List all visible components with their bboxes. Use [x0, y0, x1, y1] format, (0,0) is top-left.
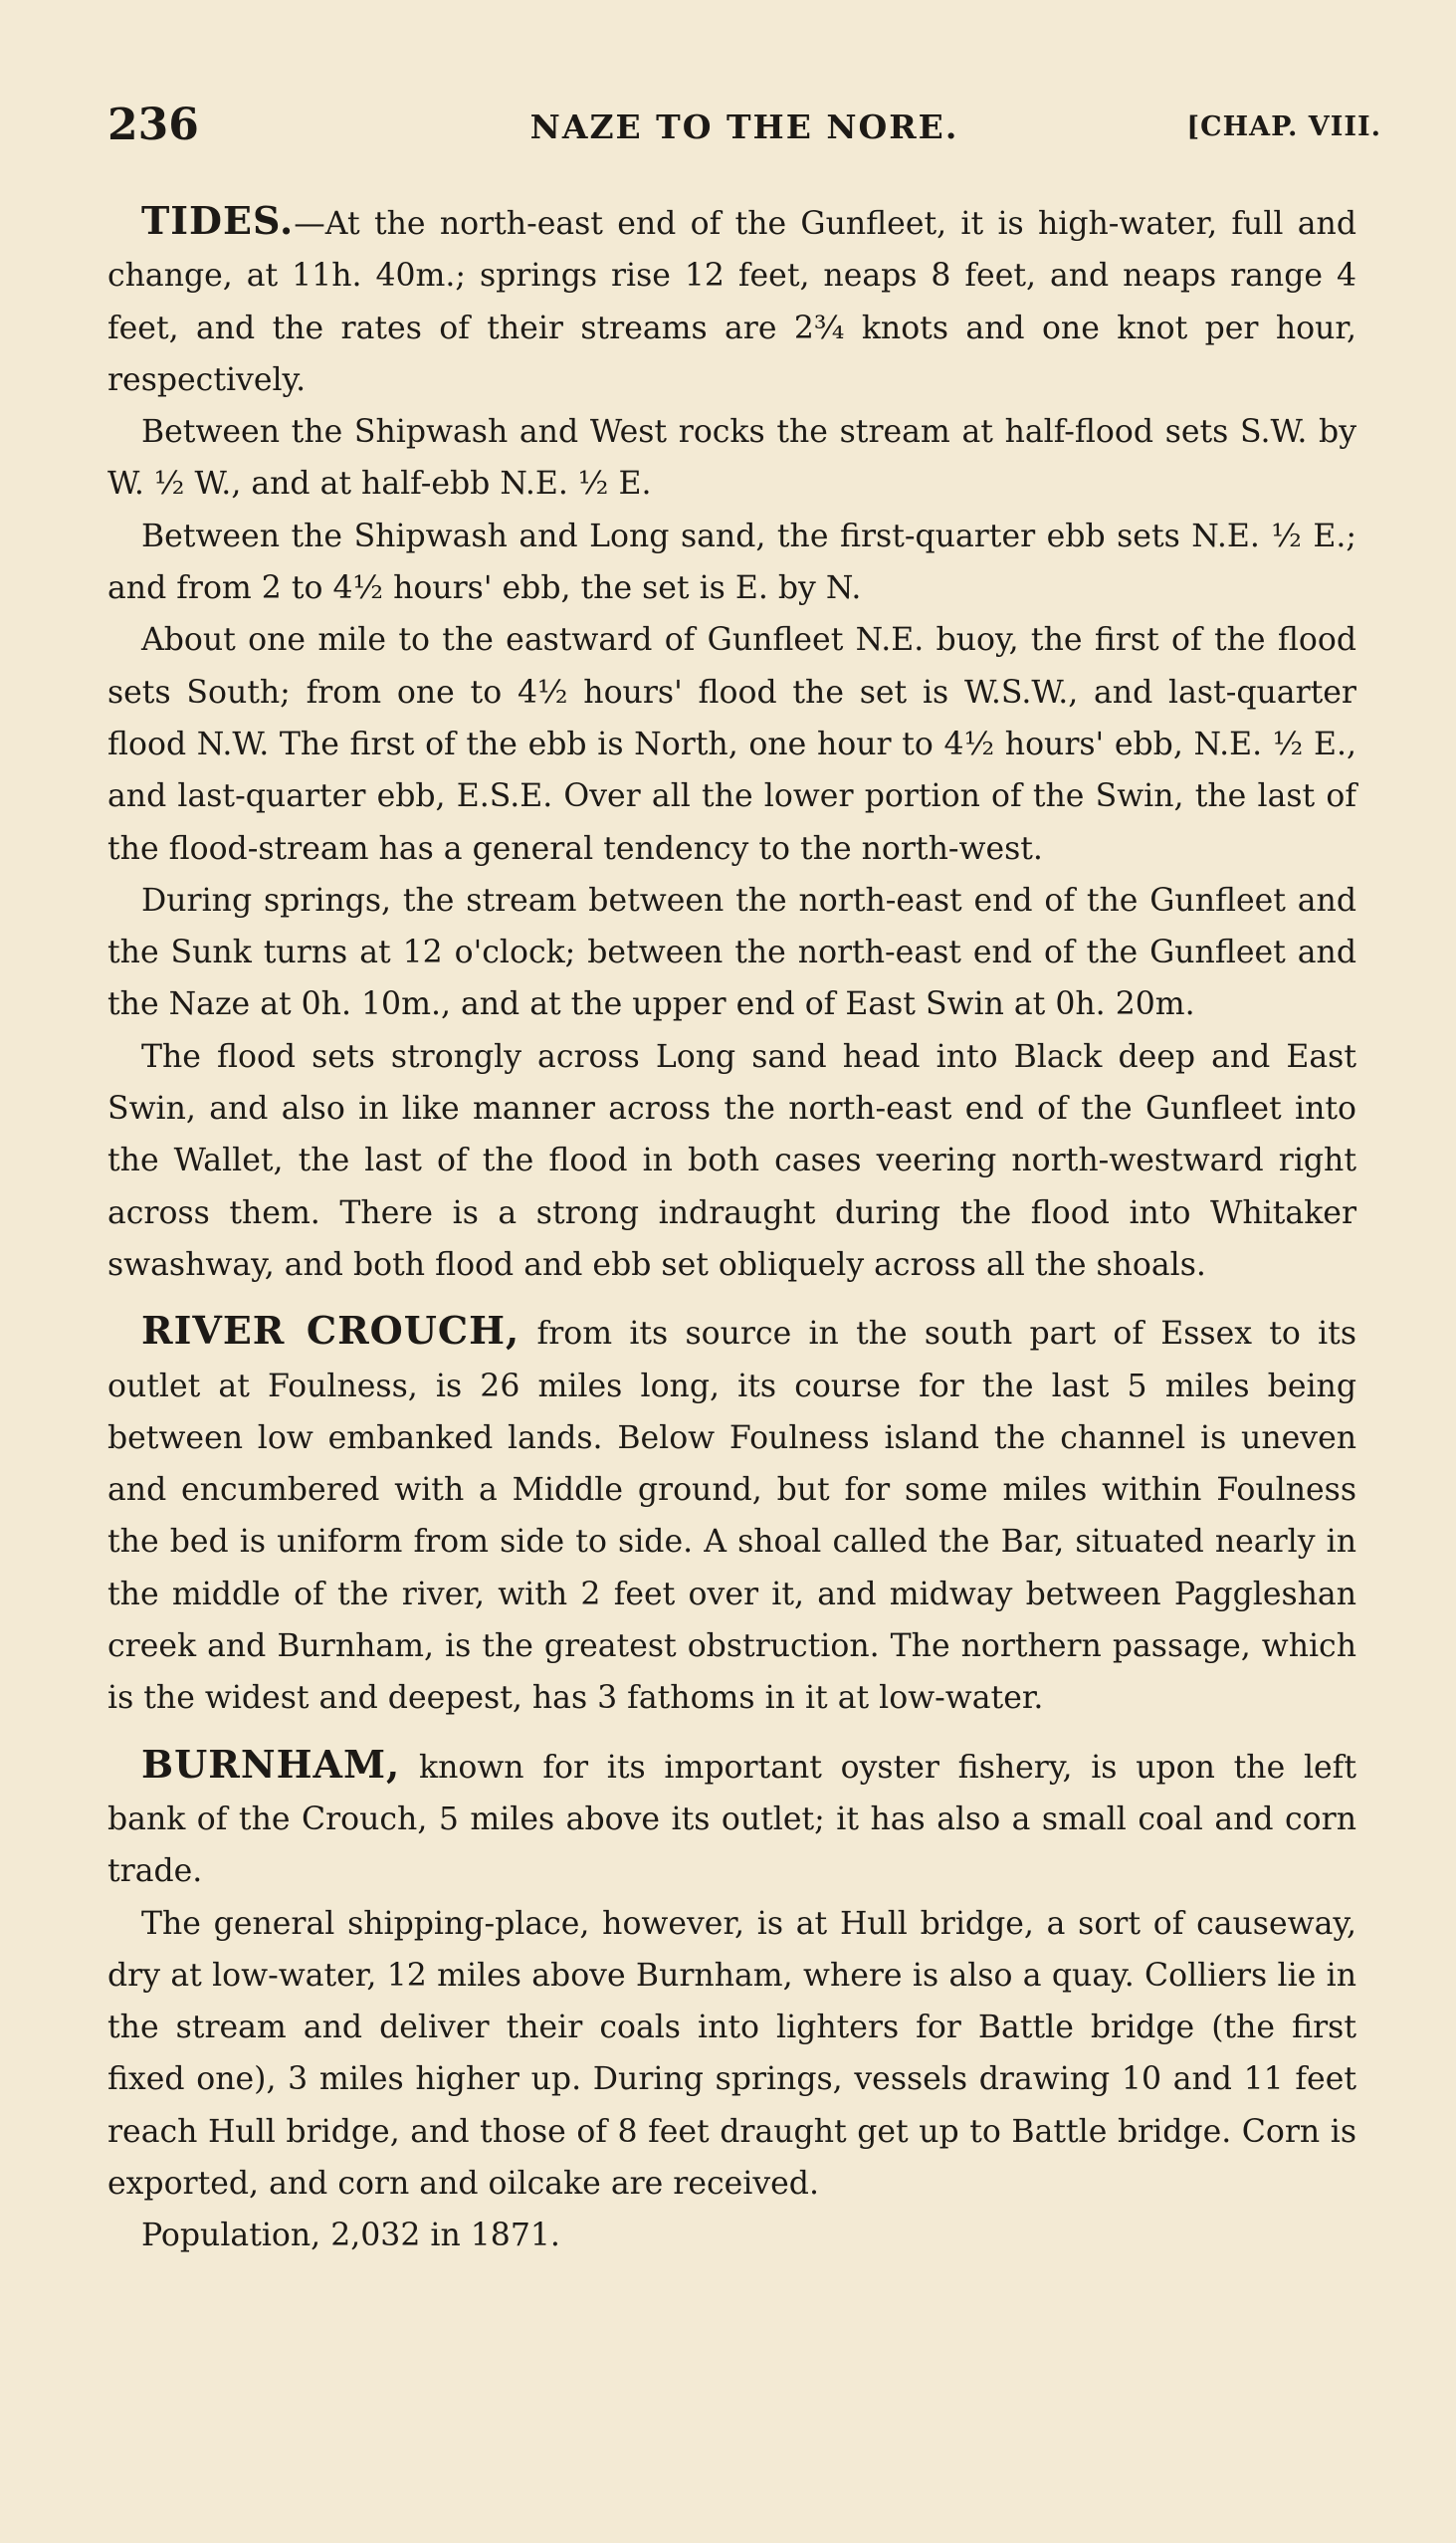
paragraph	[107, 875, 1356, 1031]
paragraph-text: Population, 2,032 in 1871.	[141, 2218, 560, 2254]
paragraph-text: During springs, the stream between the north-east end of the Gunfleet and the Sunk turns at 12 o'clock; between the north-east end of the Gunfleet and the Naze at 0h. 10m., and at the upper end of East Swin at 0h. 20m.	[107, 882, 1356, 1023]
paragraph-population	[107, 2210, 1356, 2261]
page-number: 236	[107, 100, 199, 150]
section-heading-burnham: BURNHAM,	[141, 1741, 401, 1787]
paragraph-text: —At the north-east end of the Gunfleet, it is high-water, full and change, at 11h. 40m.; springs rise 12 feet, neaps 8 feet, and neaps range 4 feet, and the rates of their streams are 2¾ knots and one knot per hour, respectively.	[107, 206, 1356, 398]
paragraph-text: from its source in the south part of Essex to its outlet at Foulness, is 26 miles long, its course for the last 5 miles being between low embanked lands. Below Foulness island the channel is uneven and encumbered with a Middle ground, but for some miles within Foulness the bed is uniform from side to side. A shoal called the Bar, situated nearly in the middle of the river, with 2 feet over it, and midway between Paggleshan creek and Burnham, is the greatest obstruction. The northern passage, which is the widest and deepest, has 3 fathoms in it at low-water.	[107, 1316, 1357, 1717]
paragraph	[107, 1031, 1356, 1291]
paragraph	[107, 511, 1356, 615]
paragraph-text: The flood sets strongly across Long sand head into Black deep and East Swin, and also in like manner across the north-east end of the Gunfleet into the Wallet, the last of the flood in both cases veering north-westward right across them. There is a strong indraught during the flood into Whitaker swashway, and both flood and ebb set obliquely across all the shoals.	[107, 1038, 1356, 1283]
page-header	[107, 100, 1381, 159]
paragraph-text: Between the Shipwash and West rocks the stream at half-flood sets S.W. by W. ½ W., and at half-ebb N.E. ½ E.	[107, 414, 1356, 503]
paragraph-text: Between the Shipwash and Long sand, the first-quarter ebb sets N.E. ½ E.; and from 2 to 4½ hours' ebb, the set is E. by N.	[107, 518, 1356, 607]
chapter-reference: [CHAP. VIII.	[1186, 111, 1381, 142]
running-title: NAZE TO THE NORE.	[529, 107, 959, 146]
paragraph-burnham	[107, 1739, 1356, 1898]
paragraph-text: The general shipping-place, however, is at Hull bridge, a sort of causeway, dry at low-water, 12 miles above Burnham, where is also a quay. Colliers lie in the stream and deliver their coals into lighters for Battle bridge (the first fixed one), 3 miles higher up. During springs, vessels drawing 10 and 11 feet reach Hull bridge, and those of 8 feet draught get up to Battle bridge. Corn is exported, and corn and oilcake are received.	[107, 1905, 1356, 2202]
paragraph	[107, 1898, 1356, 2211]
paragraph-text: known for its important oyster fishery, is upon the left bank of the Crouch, 5 miles above its outlet; it has also a small coal and corn trade.	[107, 1749, 1356, 1890]
paragraph-text: About one mile to the eastward of Gunfleet N.E. buoy, the first of the flood sets South; from one to 4½ hours' flood the set is W.S.W., and last-quarter flood N.W. The first of the ebb is North, one hour to 4½ hours' ebb, N.E. ½ E., and last-quarter ebb, E.S.E. Over all the lower portion of the Swin, the last of the flood-stream has a general tendency to the north-west.	[107, 622, 1356, 867]
section-heading-tides: TIDES.	[141, 198, 295, 243]
paragraph	[107, 614, 1356, 874]
page-body	[107, 195, 1356, 2262]
paragraph-river-crouch	[107, 1305, 1356, 1724]
paragraph	[107, 406, 1356, 511]
paragraph-tides	[107, 195, 1356, 406]
section-heading-river-crouch: RIVER CROUCH,	[141, 1308, 520, 1354]
